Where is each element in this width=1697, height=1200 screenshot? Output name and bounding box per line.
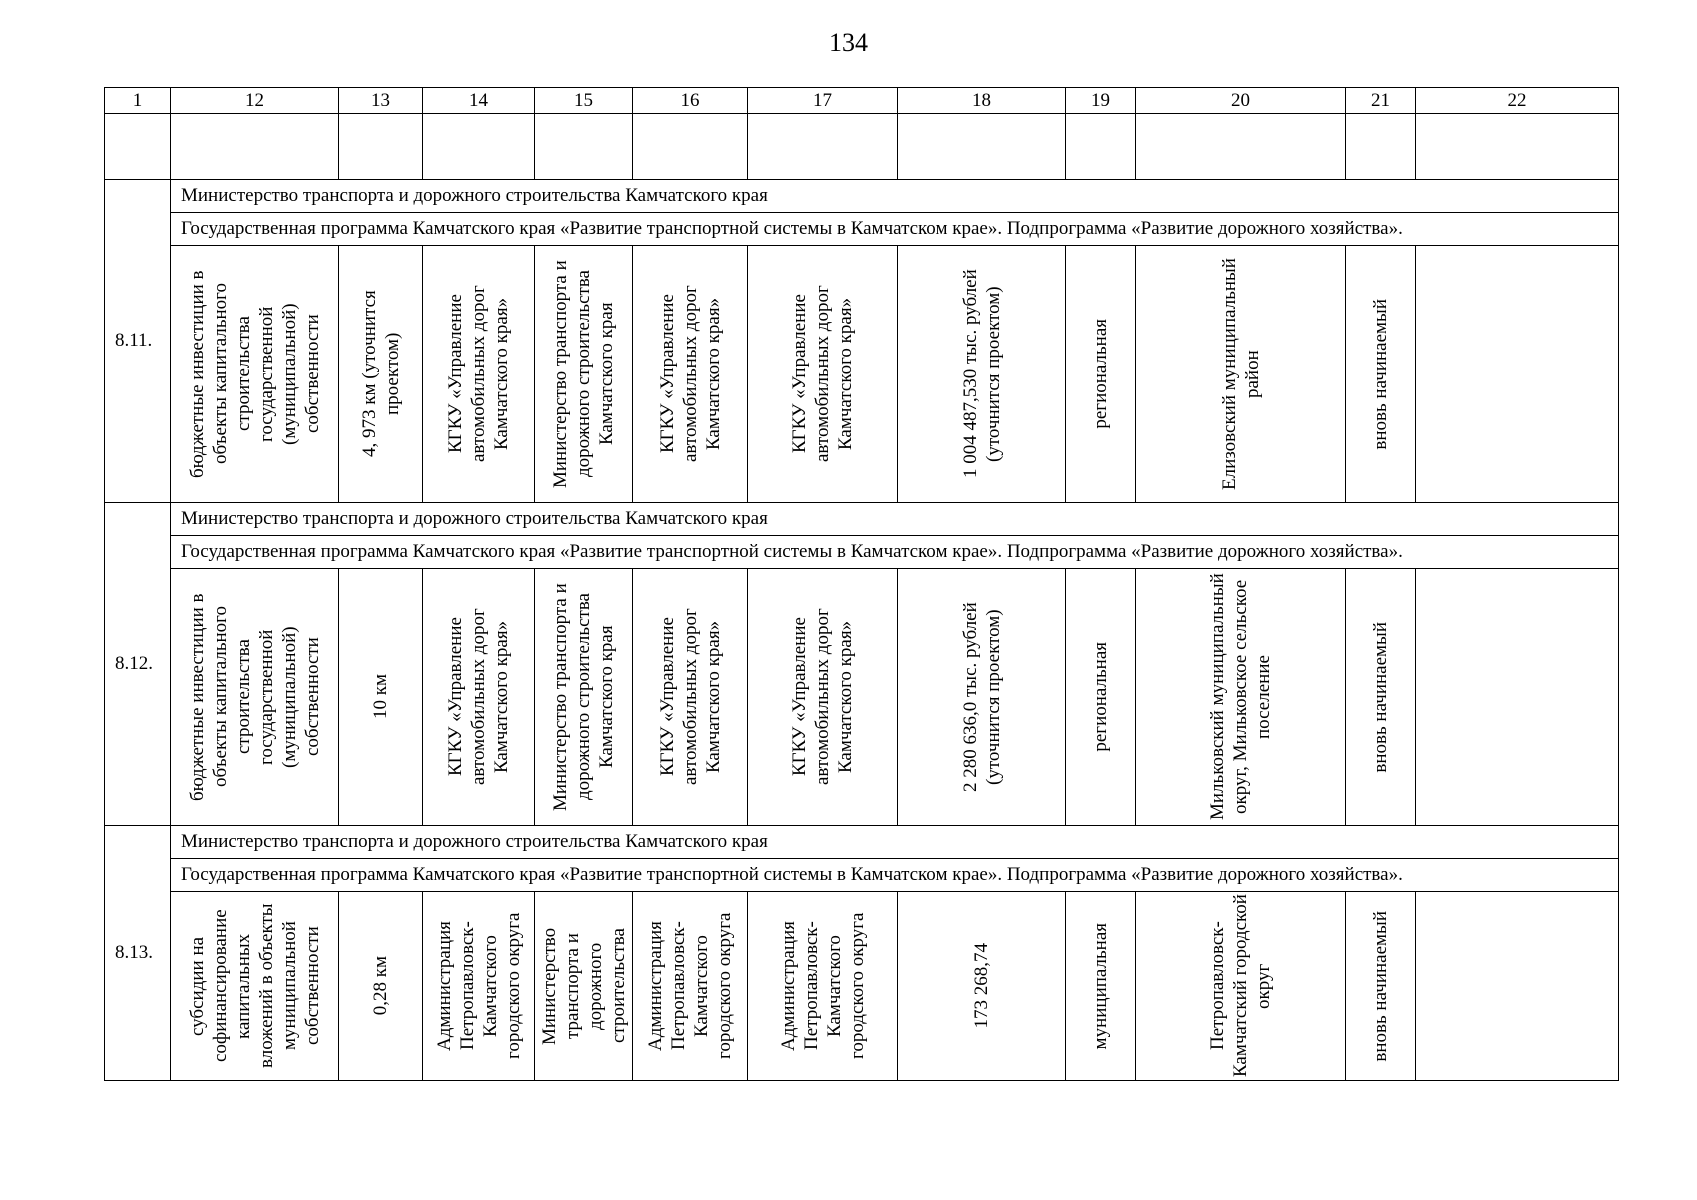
- table-cell: [1416, 246, 1619, 503]
- column-header: 22: [1416, 88, 1619, 114]
- table-cell: [1346, 569, 1416, 826]
- status: вновь начинаемый: [1370, 298, 1391, 450]
- cell-text: Министерство транспорта и дорожного строительства Камчатского края: [550, 260, 617, 488]
- column-header: 14: [423, 88, 535, 114]
- program-name: Государственная программа Камчатского края «Развитие транспортной системы в Камчатском крае». Подпрограмма «Развитие дорожного хозяйства».: [171, 859, 1619, 892]
- location: Мильковский муниципальный округ, Мильковское сельское поселение: [1207, 573, 1274, 821]
- table-cell: [1136, 569, 1346, 826]
- level: региональная: [1090, 319, 1111, 429]
- program-name: Государственная программа Камчатского края «Развитие транспортной системы в Камчатском крае». Подпрограмма «Развитие дорожного хозяйства».: [171, 536, 1619, 569]
- empty-cell: [535, 114, 633, 180]
- empty-cell: [748, 114, 898, 180]
- column-header: 16: [633, 88, 748, 114]
- table-cell: [423, 569, 535, 826]
- table-cell: [535, 246, 633, 503]
- table-cell: [171, 246, 339, 503]
- capacity: 10 км: [370, 674, 391, 720]
- table-cell: [339, 569, 423, 826]
- ministry-name: Министерство транспорта и дорожного строительства Камчатского края: [171, 826, 1619, 859]
- cell-text: КГКУ «Управление автомобильных дорог Камчатского края»: [789, 285, 856, 463]
- location: Елизовский муниципальный район: [1218, 258, 1263, 490]
- column-header: 15: [535, 88, 633, 114]
- table-cell: [171, 892, 339, 1081]
- ministry-name: Министерство транспорта и дорожного строительства Камчатского края: [171, 180, 1619, 213]
- page-number: 134: [829, 28, 868, 57]
- ministry-name: Министерство транспорта и дорожного строительства Камчатского края: [171, 503, 1619, 536]
- cell-text: КГКУ «Управление автомобильных дорог Камчатского края»: [656, 608, 724, 786]
- table-cell: [1066, 246, 1136, 503]
- ministry-row: [105, 826, 1619, 859]
- table-cell: [535, 892, 633, 1081]
- capacity: 4, 973 км (уточнится проектом): [358, 290, 403, 458]
- empty-cell: [633, 114, 748, 180]
- empty-cell: [1136, 114, 1346, 180]
- table-cell: [1136, 892, 1346, 1081]
- table-row: [105, 892, 1619, 1081]
- table-cell: [1066, 892, 1136, 1081]
- empty-cell: [423, 114, 535, 180]
- table-cell: [633, 569, 748, 826]
- blank-row: [105, 114, 1619, 180]
- table-cell: [748, 569, 898, 826]
- column-header: 20: [1136, 88, 1346, 114]
- cell-text: КГКУ «Управление автомобильных дорог Камчатского края»: [445, 608, 512, 786]
- table-cell: [1416, 892, 1619, 1081]
- table-cell: [1346, 246, 1416, 503]
- empty-cell: [1416, 114, 1619, 180]
- location: Петропавловск-Камчатский городской округ: [1207, 894, 1274, 1078]
- empty-cell: [105, 114, 171, 180]
- cost: 173 268,74: [971, 943, 992, 1029]
- cell-text: КГКУ «Управление автомобильных дорог Камчатского края»: [656, 285, 724, 463]
- table-cell: [748, 892, 898, 1081]
- empty-cell: [339, 114, 423, 180]
- program-row: [105, 213, 1619, 246]
- table-cell: [633, 892, 748, 1081]
- column-header: 13: [339, 88, 423, 114]
- column-header: 1: [105, 88, 171, 114]
- cost: 1 004 487,530 тыс. рублей (уточнится проектом): [959, 269, 1004, 479]
- level: региональная: [1090, 642, 1111, 752]
- empty-cell: [898, 114, 1066, 180]
- header-row: [105, 88, 1619, 114]
- table-row: [105, 246, 1619, 503]
- table-cell: [423, 892, 535, 1081]
- cell-text: Администрация Петропавловск-Камчатского городского округа: [777, 912, 868, 1060]
- column-header: 21: [1346, 88, 1416, 114]
- table-cell: [1066, 569, 1136, 826]
- row-number: 8.11.: [105, 180, 171, 503]
- cell-text: КГКУ «Управление автомобильных дорог Камчатского края»: [445, 285, 512, 463]
- table-cell: [633, 246, 748, 503]
- table-cell: [339, 892, 423, 1081]
- level: муниципальная: [1090, 922, 1111, 1050]
- table-cell: [535, 569, 633, 826]
- table-cell: [171, 569, 339, 826]
- cell-text: Министерство транспорта и дорожного строительства: [538, 927, 629, 1045]
- cell-text: Администрация Петропавловск-Камчатского городского округа: [433, 912, 524, 1060]
- column-header: 19: [1066, 88, 1136, 114]
- program-row: [105, 536, 1619, 569]
- investment-type: бюджетные инвестиции в объекты капитального строительства государственной (муниципальной) собственности: [186, 270, 323, 478]
- column-header: 18: [898, 88, 1066, 114]
- table-cell: [748, 246, 898, 503]
- cell-text: Администрация Петропавловск-Камчатского городского округа: [645, 912, 735, 1060]
- column-header: 12: [171, 88, 339, 114]
- empty-cell: [171, 114, 339, 180]
- column-header: 17: [748, 88, 898, 114]
- table-row: [105, 569, 1619, 826]
- status: вновь начинаемый: [1370, 910, 1391, 1062]
- table-cell: [339, 246, 423, 503]
- program-row: [105, 859, 1619, 892]
- table-cell: [898, 892, 1066, 1081]
- table-cell: [898, 569, 1066, 826]
- program-name: Государственная программа Камчатского края «Развитие транспортной системы в Камчатском крае». Подпрограмма «Развитие дорожного хозяйства».: [171, 213, 1619, 246]
- investment-type: субсидии на софинансирование капитальных вложений в объекты муниципальной собственности: [186, 903, 323, 1069]
- table-cell: [423, 246, 535, 503]
- row-number: 8.13.: [105, 826, 171, 1081]
- capacity: 0,28 км: [370, 956, 391, 1016]
- investment-type: бюджетные инвестиции в объекты капитального строительства государственной (муниципальной) собственности: [186, 593, 323, 801]
- table-cell: [898, 246, 1066, 503]
- cell-text: Министерство транспорта и дорожного строительства Камчатского края: [550, 583, 617, 811]
- cost: 2 280 636,0 тыс. рублей (уточнится проектом): [959, 602, 1004, 792]
- table-cell: [1416, 569, 1619, 826]
- empty-cell: [1066, 114, 1136, 180]
- table-cell: [1136, 246, 1346, 503]
- row-number: 8.12.: [105, 503, 171, 826]
- ministry-row: [105, 180, 1619, 213]
- status: вновь начинаемый: [1370, 621, 1391, 773]
- cell-text: КГКУ «Управление автомобильных дорог Камчатского края»: [789, 608, 856, 786]
- data-table: [104, 87, 1619, 1081]
- empty-cell: [1346, 114, 1416, 180]
- table-cell: [1346, 892, 1416, 1081]
- ministry-row: [105, 503, 1619, 536]
